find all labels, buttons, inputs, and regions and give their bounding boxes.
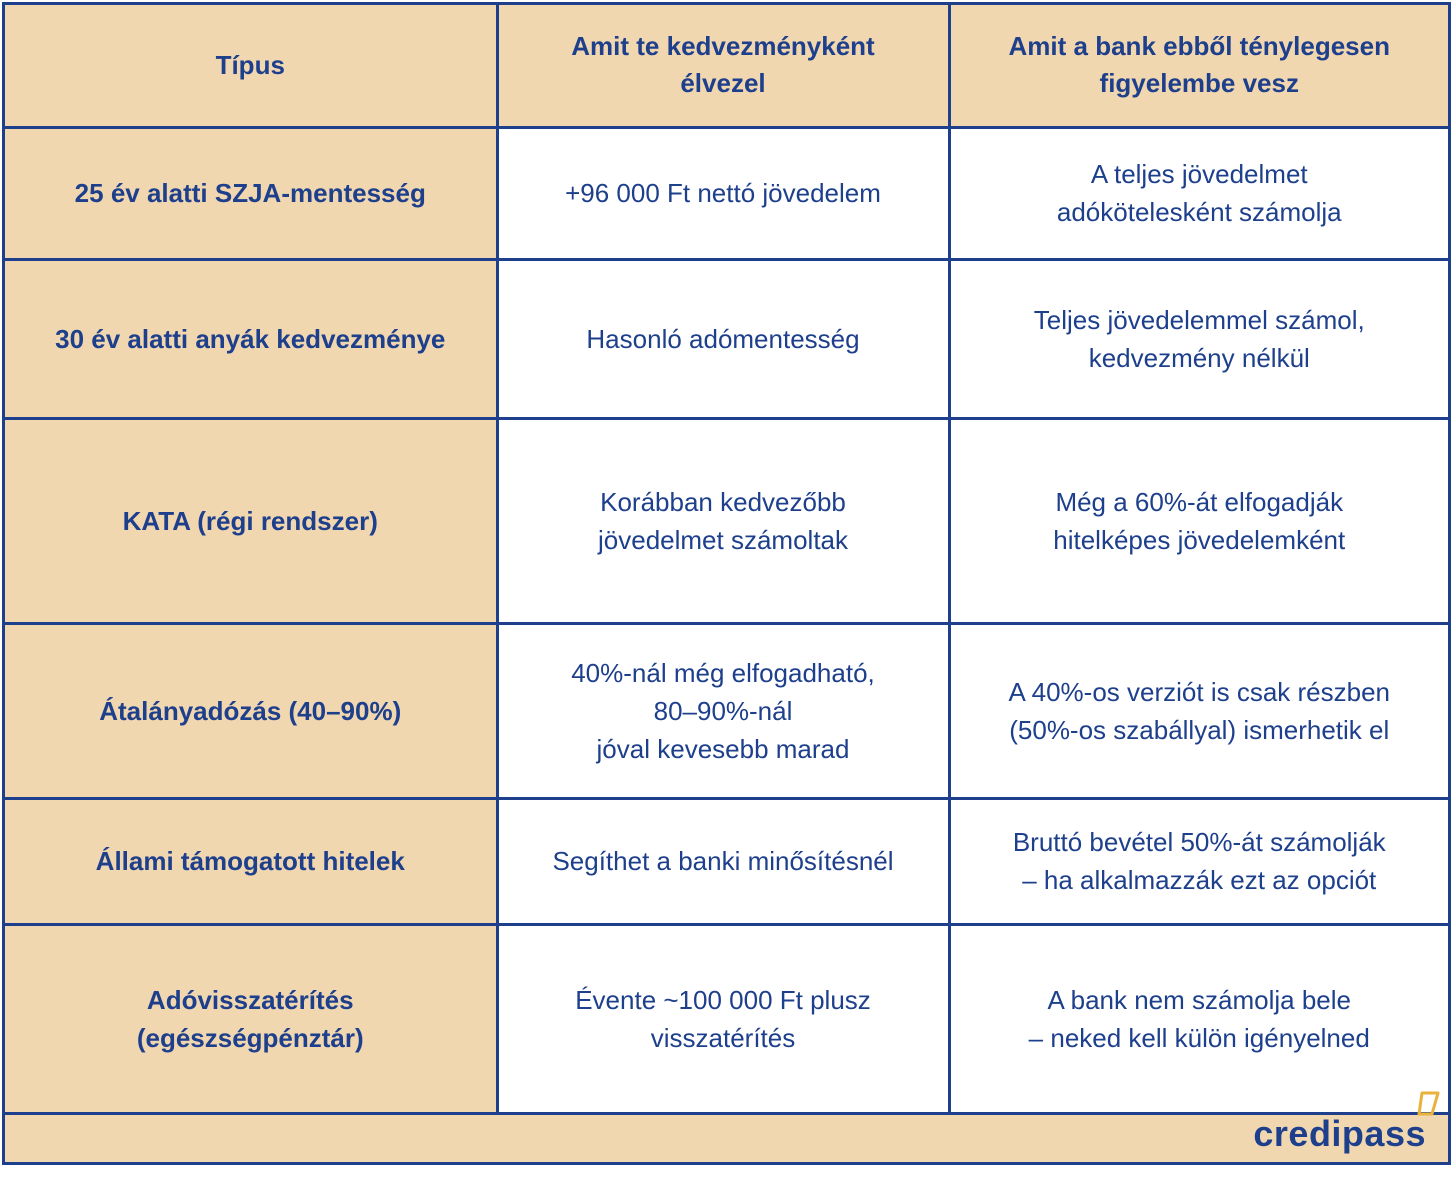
- row-type: 25 év alatti SZJA-mentesség: [5, 127, 497, 259]
- credipass-logo: [1253, 1114, 1426, 1154]
- row-bank: A teljes jövedelmet adókötelesként számolja: [949, 127, 1448, 259]
- row-benefit: Korábban kedvezőbb jövedelmet számoltak: [497, 418, 949, 623]
- row-type: Átalányadózás (40–90%): [5, 623, 497, 798]
- row-type: Állami támogatott hitelek: [5, 798, 497, 924]
- header-bank: Amit a bank ebből ténylegesen figyelembe vesz: [949, 5, 1448, 127]
- credipass-mark-icon: [1416, 1090, 1442, 1125]
- row-type: 30 év alatti anyák kedvezménye: [5, 259, 497, 418]
- table-row: [5, 259, 1448, 418]
- header-benefit: Amit te kedvezményként élvezel: [497, 5, 949, 127]
- row-bank: A 40%-os verziót is csak részben (50%-os szabállyal) ismerhetik el: [949, 623, 1448, 798]
- row-bank: Még a 60%-át elfogadják hitelképes jövedelemként: [949, 418, 1448, 623]
- header-type: Típus: [5, 5, 497, 127]
- row-bank: Teljes jövedelemmel számol, kedvezmény nélkül: [949, 259, 1448, 418]
- row-bank: A bank nem számolja bele – neked kell külön igényelned: [949, 924, 1448, 1113]
- table-row: [5, 623, 1448, 798]
- comparison-table-frame: [2, 2, 1451, 1165]
- row-bank: Bruttó bevétel 50%-át számolják – ha alkalmazzák ezt az opciót: [949, 798, 1448, 924]
- row-benefit: Évente ~100 000 Ft plusz visszatérítés: [497, 924, 949, 1113]
- logo-text: credipass: [1253, 1113, 1426, 1154]
- row-benefit: 40%-nál még elfogadható, 80–90%-nál jóval kevesebb marad: [497, 623, 949, 798]
- row-type: KATA (régi rendszer): [5, 418, 497, 623]
- table-row: [5, 418, 1448, 623]
- table-row: [5, 127, 1448, 259]
- row-benefit: Segíthet a banki minősítésnél: [497, 798, 949, 924]
- row-benefit: +96 000 Ft nettó jövedelem: [497, 127, 949, 259]
- row-benefit: Hasonló adómentesség: [497, 259, 949, 418]
- table-row: [5, 924, 1448, 1113]
- row-type: Adóvisszatérítés (egészségpénztár): [5, 924, 497, 1113]
- comparison-table: [5, 5, 1448, 1115]
- table-row: [5, 798, 1448, 924]
- header-row: [5, 5, 1448, 127]
